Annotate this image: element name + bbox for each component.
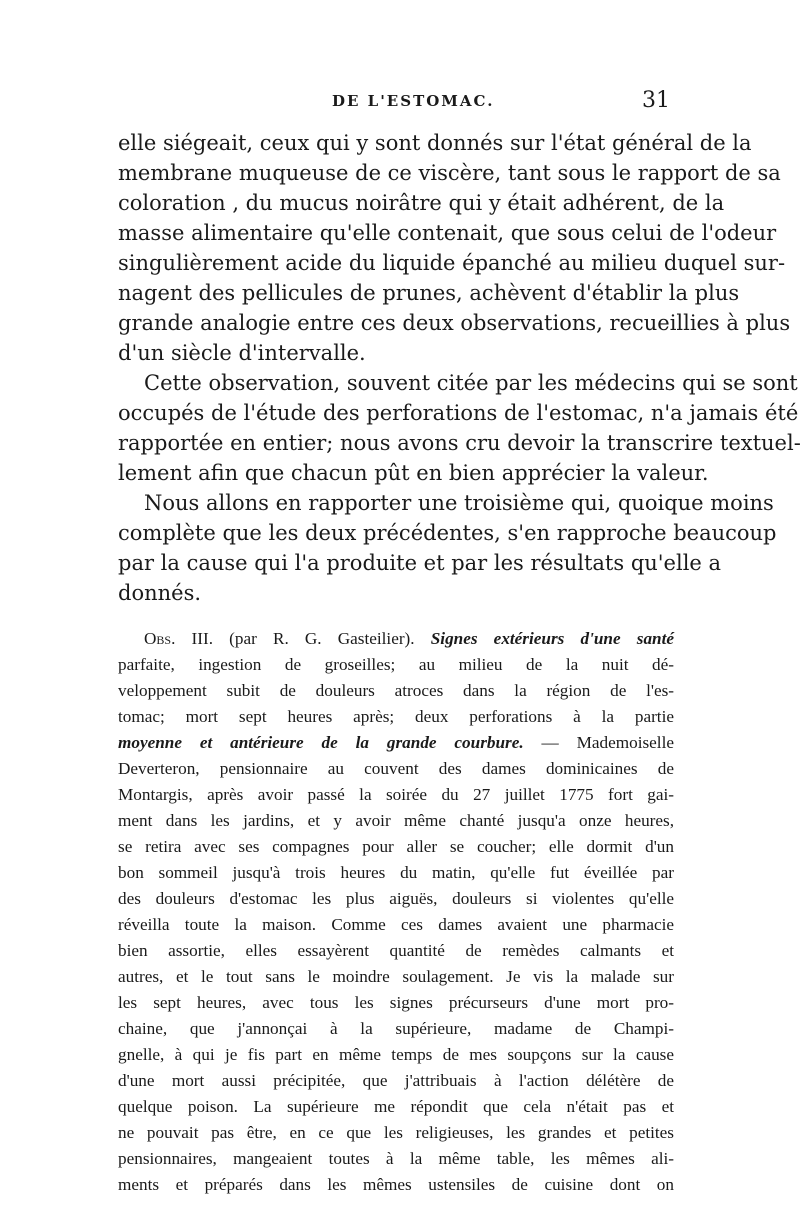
page-body	[118, 128, 801, 1198]
obs-text: — Mademoiselle	[523, 733, 674, 752]
text-line: d'un siècle d'intervalle.	[118, 341, 366, 365]
page-header	[122, 88, 670, 120]
text-line: grande analogie entre ces deux observations, recueillies à plus	[118, 311, 791, 335]
obs-summary: Signes extérieurs d'une santé	[430, 629, 674, 648]
text-line: gnelle, à qui je fis part en même temps de mes soupçons sur la cause	[118, 1045, 674, 1064]
text-line: Deverteron, pensionnaire au couvent des dames dominicaines de	[118, 759, 674, 778]
obs-summary-line: veloppement subit de douleurs atroces dans la région de l'es-	[118, 681, 674, 700]
obs-heading-line	[118, 626, 674, 652]
text-line: coloration , du mucus noirâtre qui y était adhérent, de la	[118, 191, 725, 215]
text-line: lement afin que chacun pût en bien apprécier la valeur.	[118, 461, 709, 485]
obs-summary-line	[118, 730, 674, 756]
text-line: les sept heures, avec tous les signes précurseurs d'une mort pro-	[118, 993, 674, 1012]
text-line: donnés.	[118, 581, 202, 605]
text-line: complète que les deux précédentes, s'en rapproche beaucoup	[118, 521, 777, 545]
obs-summary-line: parfaite, ingestion de groseilles; au milieu de la nuit dé-	[118, 655, 674, 674]
observation-section	[118, 626, 674, 1198]
text-line: bien assortie, elles essayèrent quantité de remèdes calmants et	[118, 941, 674, 960]
text-line: occupés de l'étude des perforations de l'estomac, n'a jamais été	[118, 401, 799, 425]
text-line: des douleurs d'estomac les plus aiguës, douleurs si violentes qu'elle	[118, 889, 674, 908]
text-line: masse alimentaire qu'elle contenait, que sous celui de l'odeur	[118, 221, 777, 245]
running-title: DE L'ESTOMAC.	[332, 92, 495, 110]
text-line: autres, et le tout sans le moindre soulagement. Je vis la malade sur	[118, 967, 674, 986]
text-line: chaine, que j'annonçai à la supérieure, madame de Champi-	[118, 1019, 674, 1038]
obs-attribution: (par R. G. Gasteilier).	[213, 629, 431, 648]
text-line: par la cause qui l'a produite et par les résultats qu'elle a	[118, 551, 722, 575]
text-line: pensionnaires, mangeaient toutes à la même table, les mêmes ali-	[118, 1149, 674, 1168]
text-line: nagent des pellicules de prunes, achèvent d'établir la plus	[118, 281, 740, 305]
text-line: réveilla toute la maison. Comme ces dames avaient une pharmacie	[118, 915, 674, 934]
text-line: se retira avec ses compagnes pour aller se coucher; elle dormit d'un	[118, 837, 674, 856]
text-line: elle siégeait, ceux qui y sont donnés sur l'état général de la	[118, 131, 752, 155]
text-line: d'une mort aussi précipitée, que j'attribuais à l'action délétère de	[118, 1071, 674, 1090]
text-line: Nous allons en rapporter une troisième qui, quoique moins	[144, 491, 774, 515]
obs-label: Obs. III.	[144, 629, 214, 648]
text-line: ment dans les jardins, et y avoir même chanté jusqu'a onze heures,	[118, 811, 674, 830]
page-number: 31	[642, 88, 670, 113]
paragraph-1	[118, 128, 791, 368]
paragraph-3	[118, 488, 777, 608]
text-line: Cette observation, souvent citée par les médecins qui se sont	[144, 371, 798, 395]
paragraph-2	[118, 368, 801, 488]
text-line: quelque poison. La supérieure me répondit que cela n'était pas et	[118, 1097, 674, 1116]
text-line: rapportée en entier; nous avons cru devoir la transcrire textuel-	[118, 431, 801, 455]
obs-summary-line: tomac; mort sept heures après; deux perforations à la partie	[118, 707, 674, 726]
text-line: Montargis, après avoir passé la soirée du 27 juillet 1775 fort gai-	[118, 785, 674, 804]
text-line: ments et préparés dans les mêmes ustensiles de cuisine dont on	[118, 1175, 674, 1194]
text-line: ne pouvait pas être, en ce que les religieuses, les grandes et petites	[118, 1123, 674, 1142]
text-line: singulièrement acide du liquide épanché au milieu duquel sur-	[118, 251, 786, 275]
text-line: bon sommeil jusqu'à trois heures du matin, qu'elle fut éveillée par	[118, 863, 674, 882]
text-line: membrane muqueuse de ce viscère, tant sous le rapport de sa	[118, 161, 781, 185]
obs-summary: moyenne et antérieure de la grande courbure.	[118, 733, 524, 752]
